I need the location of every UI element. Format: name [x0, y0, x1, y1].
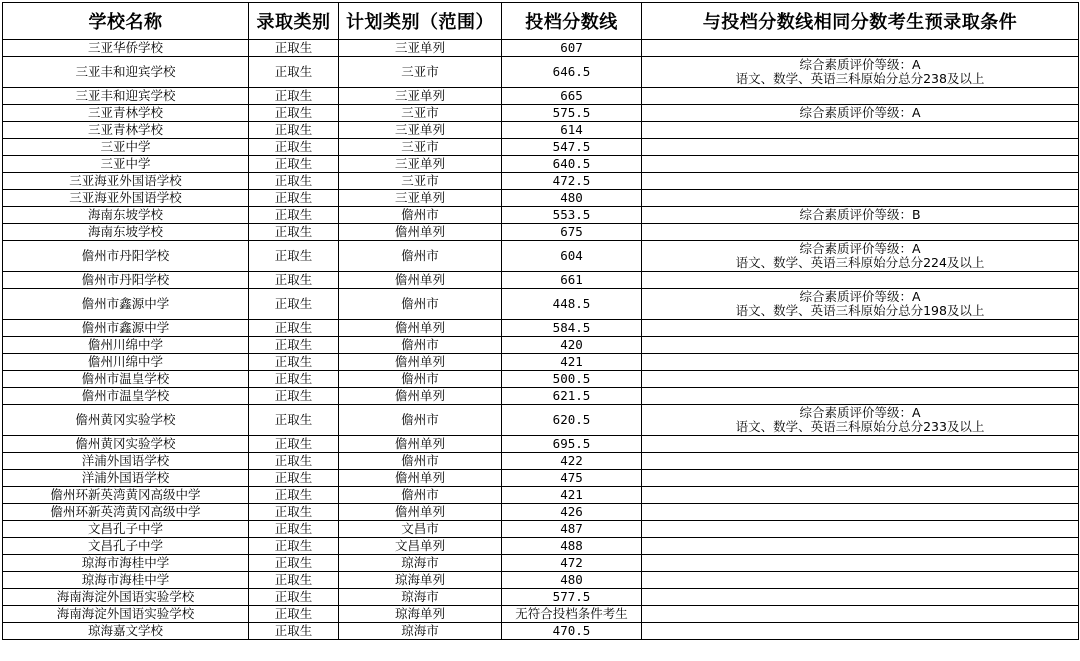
- cutoff-score-cell: 421: [502, 487, 642, 504]
- tie-condition-cell: [642, 572, 1079, 589]
- school-name-cell: 儋州市温皇学校: [3, 371, 249, 388]
- tie-condition-cell: [642, 487, 1079, 504]
- header-school-name: 学校名称: [3, 3, 249, 40]
- admission-type-cell: 正取生: [249, 572, 339, 589]
- table-row: [3, 371, 1079, 388]
- admission-type-cell: 正取生: [249, 606, 339, 623]
- plan-scope-cell: 儋州市: [339, 337, 502, 354]
- school-name-cell: 洋浦外国语学校: [3, 470, 249, 487]
- cutoff-score-cell: 426: [502, 504, 642, 521]
- condition-line: 语文、数学、英语三科原始分总分198及以上: [735, 303, 985, 318]
- school-name-cell: 三亚海亚外国语学校: [3, 173, 249, 190]
- header-tie-conditions: 与投档分数线相同分数考生预录取条件: [642, 3, 1079, 40]
- plan-scope-cell: 琼海市: [339, 623, 502, 640]
- school-name-cell: 三亚青林学校: [3, 105, 249, 122]
- tie-condition-cell: [642, 470, 1079, 487]
- tie-condition-cell: [642, 173, 1079, 190]
- condition-line: 语文、数学、英语三科原始分总分238及以上: [735, 71, 985, 86]
- plan-scope-cell: 文昌市: [339, 521, 502, 538]
- admission-type-cell: 正取生: [249, 207, 339, 224]
- table-row: [3, 555, 1079, 572]
- cutoff-score-cell: 665: [502, 88, 642, 105]
- table-header-row: [3, 3, 1079, 40]
- admission-type-cell: 正取生: [249, 388, 339, 405]
- tie-condition-cell: [642, 521, 1079, 538]
- condition-line: 综合素质评价等级：B: [799, 207, 921, 222]
- condition-line: 语文、数学、英语三科原始分总分224及以上: [735, 255, 985, 270]
- header-cutoff-score: 投档分数线: [502, 3, 642, 40]
- school-name-cell: 海南东坡学校: [3, 207, 249, 224]
- plan-scope-cell: 儋州市: [339, 371, 502, 388]
- school-name-cell: 海南东坡学校: [3, 224, 249, 241]
- plan-scope-cell: 儋州单列: [339, 504, 502, 521]
- admission-type-cell: 正取生: [249, 504, 339, 521]
- school-name-cell: 文昌孔子中学: [3, 538, 249, 555]
- school-name-cell: 琼海市海桂中学: [3, 555, 249, 572]
- tie-condition-cell: [642, 371, 1079, 388]
- cutoff-score-cell: 577.5: [502, 589, 642, 606]
- condition-line: 综合素质评价等级：A: [799, 289, 921, 304]
- admission-type-cell: 正取生: [249, 289, 339, 320]
- school-name-cell: 儋州市鑫源中学: [3, 289, 249, 320]
- tie-condition-cell: [642, 538, 1079, 555]
- cutoff-score-cell: 614: [502, 122, 642, 139]
- admission-type-cell: 正取生: [249, 320, 339, 337]
- admission-type-cell: 正取生: [249, 555, 339, 572]
- admission-type-cell: 正取生: [249, 88, 339, 105]
- cutoff-score-cell: 无符合投档条件考生: [502, 606, 642, 623]
- table-row: [3, 207, 1079, 224]
- school-name-cell: 洋浦外国语学校: [3, 453, 249, 470]
- table-row: [3, 40, 1079, 57]
- table-row: [3, 122, 1079, 139]
- plan-scope-cell: 儋州单列: [339, 470, 502, 487]
- plan-scope-cell: 儋州市: [339, 289, 502, 320]
- admission-type-cell: 正取生: [249, 337, 339, 354]
- admission-type-cell: 正取生: [249, 224, 339, 241]
- tie-condition-cell: [642, 289, 1079, 320]
- table-row: [3, 504, 1079, 521]
- tie-condition-cell: [642, 606, 1079, 623]
- admission-type-cell: 正取生: [249, 122, 339, 139]
- school-name-cell: 三亚华侨学校: [3, 40, 249, 57]
- school-name-cell: 海南海淀外国语实验学校: [3, 589, 249, 606]
- plan-scope-cell: 儋州市: [339, 453, 502, 470]
- cutoff-score-cell: 675: [502, 224, 642, 241]
- school-name-cell: 儋州环新英湾黄冈高级中学: [3, 504, 249, 521]
- table-row: [3, 272, 1079, 289]
- admission-type-cell: 正取生: [249, 40, 339, 57]
- school-name-cell: 儋州黄冈实验学校: [3, 436, 249, 453]
- plan-scope-cell: 琼海市: [339, 555, 502, 572]
- table-row: [3, 241, 1079, 272]
- plan-scope-cell: 儋州单列: [339, 224, 502, 241]
- tie-condition-cell: [642, 405, 1079, 436]
- tie-condition-cell: [642, 156, 1079, 173]
- school-name-cell: 琼海市海桂中学: [3, 572, 249, 589]
- table-row: [3, 337, 1079, 354]
- table-row: [3, 538, 1079, 555]
- cutoff-score-cell: 487: [502, 521, 642, 538]
- cutoff-score-cell: 695.5: [502, 436, 642, 453]
- tie-condition-cell: [642, 224, 1079, 241]
- school-name-cell: 三亚中学: [3, 139, 249, 156]
- table-row: [3, 521, 1079, 538]
- cutoff-score-cell: 472: [502, 555, 642, 572]
- school-name-cell: 儋州市温皇学校: [3, 388, 249, 405]
- cutoff-score-cell: 661: [502, 272, 642, 289]
- cutoff-score-cell: 621.5: [502, 388, 642, 405]
- plan-scope-cell: 三亚单列: [339, 122, 502, 139]
- plan-scope-cell: 三亚市: [339, 173, 502, 190]
- plan-scope-cell: 儋州市: [339, 405, 502, 436]
- admission-type-cell: 正取生: [249, 487, 339, 504]
- school-name-cell: 儋州市丹阳学校: [3, 241, 249, 272]
- admission-type-cell: 正取生: [249, 623, 339, 640]
- plan-scope-cell: 三亚市: [339, 57, 502, 88]
- plan-scope-cell: 儋州单列: [339, 388, 502, 405]
- condition-line: 综合素质评价等级：A: [799, 105, 921, 120]
- condition-line: 综合素质评价等级：A: [799, 405, 921, 420]
- table-row: [3, 139, 1079, 156]
- admission-type-cell: 正取生: [249, 241, 339, 272]
- tie-condition-cell: [642, 555, 1079, 572]
- cutoff-score-cell: 422: [502, 453, 642, 470]
- plan-scope-cell: 琼海单列: [339, 606, 502, 623]
- table-row: [3, 388, 1079, 405]
- plan-scope-cell: 儋州单列: [339, 272, 502, 289]
- admission-type-cell: 正取生: [249, 156, 339, 173]
- plan-scope-cell: 儋州市: [339, 241, 502, 272]
- header-plan-scope: 计划类别（范围）: [339, 3, 502, 40]
- cutoff-score-cell: 604: [502, 241, 642, 272]
- school-name-cell: 琼海嘉文学校: [3, 623, 249, 640]
- cutoff-score-cell: 480: [502, 572, 642, 589]
- condition-line: 语文、数学、英语三科原始分总分233及以上: [735, 419, 985, 434]
- admission-type-cell: 正取生: [249, 589, 339, 606]
- table-row: [3, 173, 1079, 190]
- admission-score-table: [2, 2, 1079, 640]
- tie-condition-cell: [642, 453, 1079, 470]
- cutoff-score-cell: 475: [502, 470, 642, 487]
- plan-scope-cell: 三亚单列: [339, 156, 502, 173]
- plan-scope-cell: 儋州市: [339, 487, 502, 504]
- cutoff-score-cell: 488: [502, 538, 642, 555]
- school-name-cell: 儋州川绵中学: [3, 354, 249, 371]
- table-row: [3, 88, 1079, 105]
- admission-type-cell: 正取生: [249, 453, 339, 470]
- plan-scope-cell: 儋州单列: [339, 436, 502, 453]
- table-row: [3, 470, 1079, 487]
- school-name-cell: 三亚海亚外国语学校: [3, 190, 249, 207]
- admission-type-cell: 正取生: [249, 538, 339, 555]
- tie-condition-cell: [642, 57, 1079, 88]
- table-row: [3, 156, 1079, 173]
- cutoff-score-cell: 620.5: [502, 405, 642, 436]
- school-name-cell: 三亚青林学校: [3, 122, 249, 139]
- cutoff-score-cell: 640.5: [502, 156, 642, 173]
- condition-line: 综合素质评价等级：A: [799, 241, 921, 256]
- table-row: [3, 623, 1079, 640]
- plan-scope-cell: 儋州单列: [339, 354, 502, 371]
- tie-condition-cell: [642, 190, 1079, 207]
- school-name-cell: 海南海淀外国语实验学校: [3, 606, 249, 623]
- plan-scope-cell: 琼海单列: [339, 572, 502, 589]
- admission-type-cell: 正取生: [249, 436, 339, 453]
- tie-condition-cell: [642, 207, 1079, 224]
- admission-type-cell: 正取生: [249, 521, 339, 538]
- cutoff-score-cell: 472.5: [502, 173, 642, 190]
- table-row: [3, 354, 1079, 371]
- table-row: [3, 105, 1079, 122]
- condition-line: 综合素质评价等级：A: [799, 57, 921, 72]
- cutoff-score-cell: 448.5: [502, 289, 642, 320]
- admission-type-cell: 正取生: [249, 105, 339, 122]
- tie-condition-cell: [642, 241, 1079, 272]
- admission-type-cell: 正取生: [249, 272, 339, 289]
- table-row: [3, 289, 1079, 320]
- tie-condition-cell: [642, 504, 1079, 521]
- plan-scope-cell: 琼海市: [339, 589, 502, 606]
- admission-type-cell: 正取生: [249, 354, 339, 371]
- cutoff-score-cell: 547.5: [502, 139, 642, 156]
- school-name-cell: 三亚丰和迎宾学校: [3, 57, 249, 88]
- plan-scope-cell: 三亚市: [339, 105, 502, 122]
- tie-condition-cell: [642, 105, 1079, 122]
- tie-condition-cell: [642, 40, 1079, 57]
- school-name-cell: 三亚中学: [3, 156, 249, 173]
- tie-condition-cell: [642, 623, 1079, 640]
- cutoff-score-cell: 607: [502, 40, 642, 57]
- tie-condition-cell: [642, 388, 1079, 405]
- table-row: [3, 57, 1079, 88]
- school-name-cell: 文昌孔子中学: [3, 521, 249, 538]
- table-row: [3, 453, 1079, 470]
- cutoff-score-cell: 584.5: [502, 320, 642, 337]
- plan-scope-cell: 三亚单列: [339, 190, 502, 207]
- plan-scope-cell: 儋州市: [339, 207, 502, 224]
- plan-scope-cell: 文昌单列: [339, 538, 502, 555]
- tie-condition-cell: [642, 320, 1079, 337]
- admission-type-cell: 正取生: [249, 173, 339, 190]
- admission-type-cell: 正取生: [249, 57, 339, 88]
- table-row: [3, 320, 1079, 337]
- plan-scope-cell: 儋州单列: [339, 320, 502, 337]
- school-name-cell: 三亚丰和迎宾学校: [3, 88, 249, 105]
- tie-condition-cell: [642, 436, 1079, 453]
- admission-type-cell: 正取生: [249, 371, 339, 388]
- plan-scope-cell: 三亚市: [339, 139, 502, 156]
- table-row: [3, 606, 1079, 623]
- table-row: [3, 436, 1079, 453]
- admission-type-cell: 正取生: [249, 190, 339, 207]
- plan-scope-cell: 三亚单列: [339, 88, 502, 105]
- tie-condition-cell: [642, 354, 1079, 371]
- cutoff-score-cell: 646.5: [502, 57, 642, 88]
- cutoff-score-cell: 575.5: [502, 105, 642, 122]
- table-row: [3, 405, 1079, 436]
- admission-type-cell: 正取生: [249, 405, 339, 436]
- tie-condition-cell: [642, 139, 1079, 156]
- cutoff-score-cell: 500.5: [502, 371, 642, 388]
- table-row: [3, 487, 1079, 504]
- school-name-cell: 儋州市鑫源中学: [3, 320, 249, 337]
- tie-condition-cell: [642, 122, 1079, 139]
- header-admission-type: 录取类别: [249, 3, 339, 40]
- school-name-cell: 儋州环新英湾黄冈高级中学: [3, 487, 249, 504]
- admission-type-cell: 正取生: [249, 470, 339, 487]
- tie-condition-cell: [642, 337, 1079, 354]
- tie-condition-cell: [642, 589, 1079, 606]
- admission-type-cell: 正取生: [249, 139, 339, 156]
- cutoff-score-cell: 480: [502, 190, 642, 207]
- table-row: [3, 572, 1079, 589]
- tie-condition-cell: [642, 272, 1079, 289]
- table-row: [3, 589, 1079, 606]
- cutoff-score-cell: 421: [502, 354, 642, 371]
- school-name-cell: 儋州川绵中学: [3, 337, 249, 354]
- tie-condition-cell: [642, 88, 1079, 105]
- plan-scope-cell: 三亚单列: [339, 40, 502, 57]
- table-body: [3, 40, 1079, 640]
- cutoff-score-cell: 470.5: [502, 623, 642, 640]
- cutoff-score-cell: 553.5: [502, 207, 642, 224]
- school-name-cell: 儋州市丹阳学校: [3, 272, 249, 289]
- table-row: [3, 190, 1079, 207]
- school-name-cell: 儋州黄冈实验学校: [3, 405, 249, 436]
- cutoff-score-cell: 420: [502, 337, 642, 354]
- table-row: [3, 224, 1079, 241]
